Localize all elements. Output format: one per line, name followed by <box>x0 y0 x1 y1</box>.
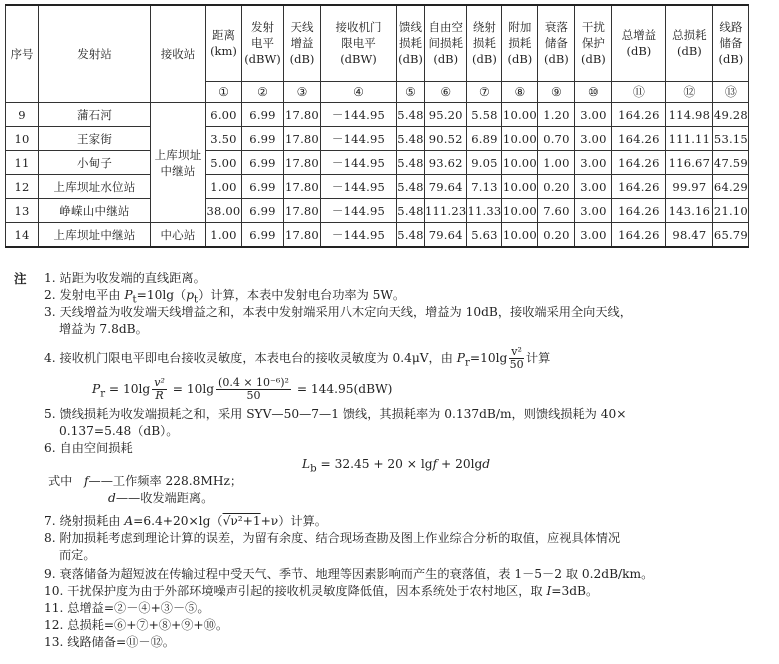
note-13: 13. 线路储备=⑪－⑫。 <box>44 635 175 649</box>
column-header: 总增益 (dB) <box>612 5 666 81</box>
row-number: 9 <box>6 103 39 127</box>
note-4: 4. 接收机门限电平即电台接收灵敏度，本表电台的接收灵敏度为 0.4μV，由 $P_r=10\lg$ $\frac{\text{v²}}{50}$ 计算 <box>44 345 551 371</box>
cell-value: 5.58 <box>467 103 502 127</box>
column-index: ① <box>206 81 242 102</box>
cell-value: 5.48 <box>397 151 425 175</box>
cell-value: 5.00 <box>206 151 242 175</box>
cell-value: 10.00 <box>502 199 538 223</box>
column-header: 距离 (km) <box>206 5 242 81</box>
cell-value: 3.00 <box>575 151 612 175</box>
column-header: 总损耗 (dB) <box>666 5 713 81</box>
cell-value: 10.00 <box>502 175 538 199</box>
note-10: 10. 干扰保护度为由于外部环境噪声引起的接收机灵敏度降低值，因本系统处于农村地区，取 I=3dB。 <box>44 584 599 598</box>
column-header: 馈线 损耗 (dB) <box>397 5 425 81</box>
notes-lead: 注 <box>14 271 27 286</box>
fraction: $\frac{\text{v²}}{50}$ <box>509 345 524 371</box>
receiver-station: 中心站 <box>151 223 206 248</box>
column-header: 天线 增益 (dB) <box>284 5 321 81</box>
column-header: 衰落 储备 (dB) <box>538 5 575 81</box>
cell-value: 5.48 <box>397 103 425 127</box>
note-1: 1. 站距为收发端的直线距离。 <box>44 271 206 285</box>
table-row <box>6 127 749 151</box>
cell-value: 5.48 <box>397 223 425 248</box>
cell-value: 17.80 <box>284 199 321 223</box>
link-budget-table <box>5 4 749 248</box>
table-row <box>6 223 749 248</box>
table-row <box>6 175 749 199</box>
cell-value: －144.95 <box>321 127 397 151</box>
formula-pr: $P_r = 10\lg$ $\frac{\text{v²}}{R}$ = 10lg $\frac{\text{(0.4 × 10⁻⁶)²}}{50}$ = 144.95(dBW) <box>92 376 393 402</box>
transmitter-station: 上库坝址中继站 <box>39 223 151 248</box>
cell-value: 1.00 <box>206 175 242 199</box>
column-header: 干扰 保护 (dB) <box>575 5 612 81</box>
cell-value: 6.99 <box>242 151 284 175</box>
column-header: 序号 <box>6 5 39 103</box>
cell-value: －144.95 <box>321 175 397 199</box>
column-index: ⑪ <box>612 81 666 102</box>
cell-value: －144.95 <box>321 223 397 248</box>
cell-value: －144.95 <box>321 199 397 223</box>
cell-value: 11.33 <box>467 199 502 223</box>
column-index: ④ <box>321 81 397 102</box>
cell-value: 0.20 <box>538 223 575 248</box>
note-3: 3. 天线增益为收发端天线增益之和，本表中发射端采用八木定向天线，增益为 10dB，接收端采用全向天线， <box>44 305 632 319</box>
cell-value: 6.99 <box>242 223 284 248</box>
cell-value: 17.80 <box>284 151 321 175</box>
column-index: ⑥ <box>425 81 467 102</box>
cell-value: 79.64 <box>425 223 467 248</box>
table-row <box>6 199 749 223</box>
cell-value: 1.00 <box>206 223 242 248</box>
note-11: 11. 总增益=②－④+③－⑤。 <box>44 601 210 615</box>
table-row <box>6 151 749 175</box>
cell-value: 95.20 <box>425 103 467 127</box>
cell-value: －144.95 <box>321 151 397 175</box>
row-number: 11 <box>6 151 39 175</box>
row-number: 13 <box>6 199 39 223</box>
cell-value: 17.80 <box>284 223 321 248</box>
cell-value: 3.00 <box>575 223 612 248</box>
table-header <box>6 5 749 103</box>
cell-value: 64.29 <box>713 175 749 199</box>
cell-value: 6.99 <box>242 103 284 127</box>
cell-value: 114.98 <box>666 103 713 127</box>
transmitter-station: 蒲石河 <box>39 103 151 127</box>
formula-lb: $L_b = 32.45 + 20 \times \lg f + 20\lg d$ <box>302 457 491 475</box>
cell-value: 3.00 <box>575 199 612 223</box>
cell-value: 164.26 <box>612 223 666 248</box>
cell-value: 93.62 <box>425 151 467 175</box>
cell-value: 53.15 <box>713 127 749 151</box>
receiver-station-group: 上库坝址 中继站 <box>151 103 206 223</box>
cell-value: 6.00 <box>206 103 242 127</box>
cell-value: 164.26 <box>612 199 666 223</box>
cell-value: 10.00 <box>502 103 538 127</box>
column-header: 接收机门 限电平 (dBW) <box>321 5 397 81</box>
cell-value: 6.99 <box>242 199 284 223</box>
cell-value: 10.00 <box>502 127 538 151</box>
cell-value: －144.95 <box>321 103 397 127</box>
row-number: 10 <box>6 127 39 151</box>
cell-value: 65.79 <box>713 223 749 248</box>
note-9: 9. 衰落储备为超短波在传输过程中受天气、季节、地理等因素影响而产生的衰落值，表 1－5－2 取 0.2dB/km。 <box>44 567 654 581</box>
column-index: ⑤ <box>397 81 425 102</box>
column-header: 附加 损耗 (dB) <box>502 5 538 81</box>
cell-value: 116.67 <box>666 151 713 175</box>
row-number: 14 <box>6 223 39 248</box>
cell-value: 10.00 <box>502 223 538 248</box>
cell-value: 143.16 <box>666 199 713 223</box>
cell-value: 38.00 <box>206 199 242 223</box>
cell-value: 0.70 <box>538 127 575 151</box>
where-f: 式中 f——工作频率 228.8MHz； <box>48 474 243 488</box>
cell-value: 7.13 <box>467 175 502 199</box>
cell-value: 6.89 <box>467 127 502 151</box>
cell-value: 5.63 <box>467 223 502 248</box>
cell-value: 3.00 <box>575 127 612 151</box>
row-number: 12 <box>6 175 39 199</box>
column-index: ⑫ <box>666 81 713 102</box>
cell-value: 5.48 <box>397 199 425 223</box>
cell-value: 0.20 <box>538 175 575 199</box>
cell-value: 79.64 <box>425 175 467 199</box>
cell-value: 1.20 <box>538 103 575 127</box>
column-index: ⑦ <box>467 81 502 102</box>
cell-value: 5.48 <box>397 175 425 199</box>
column-header: 接收站 <box>151 5 206 103</box>
cell-value: 99.97 <box>666 175 713 199</box>
column-index: ⑧ <box>502 81 538 102</box>
table-row <box>6 103 749 127</box>
note-2: 2. 发射电平由 $P_t=10\lg(p_t)$计算，本表中发射电台功率为 5W。 <box>44 288 406 306</box>
transmitter-station: 上库坝址水位站 <box>39 175 151 199</box>
cell-value: 164.26 <box>612 103 666 127</box>
cell-value: 3.00 <box>575 103 612 127</box>
cell-value: 6.99 <box>242 127 284 151</box>
cell-value: 1.00 <box>538 151 575 175</box>
column-header: 线路 储备 (dB) <box>713 5 749 81</box>
note-8: 8. 附加损耗考虑到理论计算的误差，为留有余度、结合现场查勘及图上作业综合分析的取值，应视具体情况 <box>44 531 621 545</box>
note-6: 6. 自由空间损耗 <box>44 441 133 455</box>
note-3-cont: 增益为 7.8dB。 <box>59 322 148 336</box>
cell-value: 164.26 <box>612 151 666 175</box>
cell-value: 47.59 <box>713 151 749 175</box>
cell-value: 6.99 <box>242 175 284 199</box>
cell-value: 164.26 <box>612 127 666 151</box>
transmitter-station: 王家街 <box>39 127 151 151</box>
note-7: 7. 绕射损耗由 A=6.4+20×lg（√ν²+1+ν）计算。 <box>44 514 327 528</box>
header-row <box>6 5 749 81</box>
column-header: 发射 电平 (dBW) <box>242 5 284 81</box>
column-index: ⑨ <box>538 81 575 102</box>
column-index: ⑬ <box>713 81 749 102</box>
cell-value: 90.52 <box>425 127 467 151</box>
column-header: 自由空 间损耗 (dB) <box>425 5 467 81</box>
cell-value: 10.00 <box>502 151 538 175</box>
transmitter-station: 峥嵘山中继站 <box>39 199 151 223</box>
cell-value: 111.11 <box>666 127 713 151</box>
column-header: 发射站 <box>39 5 151 103</box>
table-body <box>6 103 749 248</box>
cell-value: 98.47 <box>666 223 713 248</box>
cell-value: 21.10 <box>713 199 749 223</box>
cell-value: 3.50 <box>206 127 242 151</box>
cell-value: 17.80 <box>284 103 321 127</box>
cell-value: 5.48 <box>397 127 425 151</box>
cell-value: 164.26 <box>612 175 666 199</box>
note-8-cont: 而定。 <box>59 548 96 562</box>
transmitter-station: 小甸子 <box>39 151 151 175</box>
fraction: $\frac{\text{v²}}{R}$ <box>154 376 165 402</box>
cell-value: 7.60 <box>538 199 575 223</box>
column-index: ③ <box>284 81 321 102</box>
cell-value: 111.23 <box>425 199 467 223</box>
note-5: 5. 馈线损耗为收发端损耗之和，采用 SYV—50—7—1 馈线，其损耗率为 0.137dB/m，则馈线损耗为 40× <box>44 407 627 421</box>
note-12: 12. 总损耗=⑥+⑦+⑧+⑨+⑩。 <box>44 618 229 632</box>
cell-value: 49.28 <box>713 103 749 127</box>
column-header: 绕射 损耗 (dB) <box>467 5 502 81</box>
cell-value: 9.05 <box>467 151 502 175</box>
column-index: ⑩ <box>575 81 612 102</box>
column-index: ② <box>242 81 284 102</box>
cell-value: 17.80 <box>284 127 321 151</box>
where-d: d——收发端距离。 <box>108 491 214 505</box>
note-5-cont: 0.137=5.48（dB）。 <box>59 424 179 438</box>
fraction: $\frac{\text{(0.4 × 10⁻⁶)²}}{50}$ <box>218 376 289 402</box>
cell-value: 17.80 <box>284 175 321 199</box>
cell-value: 3.00 <box>575 175 612 199</box>
